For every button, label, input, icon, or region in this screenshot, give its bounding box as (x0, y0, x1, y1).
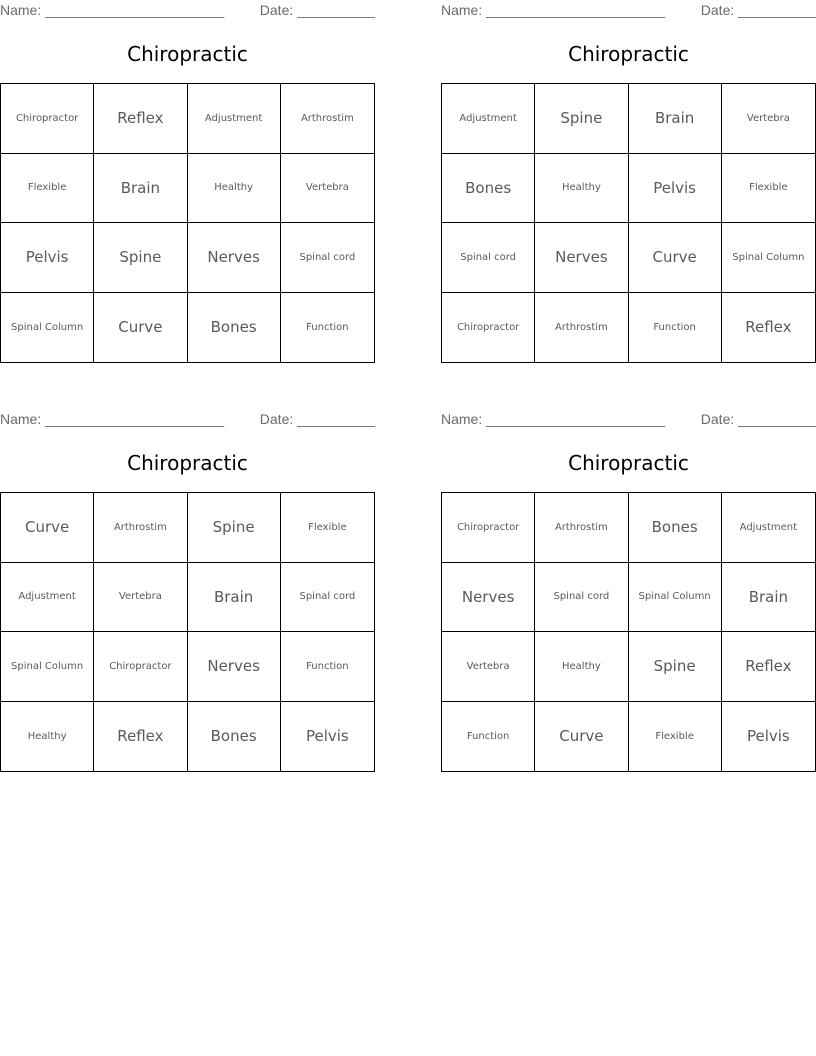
grid-cell: Flexible (722, 154, 815, 224)
grid-cell: Curve (1, 493, 94, 563)
card-title: Chiropractic (127, 451, 248, 475)
grid-cell: Spinal cord (442, 223, 535, 293)
grid-cell: Bones (188, 702, 281, 772)
date-field-label: Date: __________ (700, 2, 816, 18)
card-header (0, 409, 375, 431)
grid-cell: Vertebra (281, 154, 374, 224)
card-title: Chiropractic (568, 42, 689, 66)
grid-cell: Brain (722, 563, 815, 633)
grid-cell: Healthy (535, 154, 628, 224)
name-field-label: Name: _______________________ (441, 2, 666, 18)
grid-cell: Brain (188, 563, 281, 633)
name-field-label: Name: _______________________ (0, 411, 225, 427)
card-title: Chiropractic (568, 451, 689, 475)
bingo-card (441, 0, 816, 365)
grid-cell: Nerves (442, 563, 535, 633)
date-field-label: Date: __________ (259, 411, 375, 427)
grid-cell: Healthy (188, 154, 281, 224)
bingo-grid (441, 492, 816, 772)
bingo-card (441, 409, 816, 774)
grid-cell: Pelvis (305, 727, 349, 746)
grid-cell: Bones (188, 293, 281, 363)
grid-cell: Bones (629, 493, 722, 563)
grid-cell: Flexible (629, 702, 722, 772)
grid-cell: Chiropractor (1, 84, 94, 154)
grid-cell: Spine (188, 493, 281, 563)
card-header (441, 0, 816, 22)
bingo-grid (441, 83, 816, 363)
grid-cell: Brain (94, 154, 187, 224)
grid-cell: Function (442, 702, 535, 772)
grid-cell: Spinal Column (1, 632, 94, 702)
grid-cell: Healthy (1, 702, 94, 772)
grid-cell: Flexible (1, 154, 94, 224)
grid-cell: Adjustment (1, 563, 94, 633)
grid-cell: Spinal Column (629, 563, 722, 633)
grid-cell: Reflex (94, 84, 187, 154)
name-field-label: Name: _______________________ (0, 2, 225, 18)
date-field-label: Date: __________ (259, 2, 375, 18)
grid-cell: Reflex (722, 632, 815, 702)
grid-cell: Spine (629, 632, 722, 702)
bingo-grid (0, 492, 375, 772)
grid-cell: Brain (629, 84, 722, 154)
grid-cell: Arthrostim (535, 293, 628, 363)
grid-cell: Function (629, 293, 722, 363)
grid-cell: Adjustment (722, 493, 815, 563)
grid-cell: Reflex (94, 702, 187, 772)
grid-cell: Chiropractor (442, 293, 535, 363)
grid-cell: Spinal cord (281, 563, 374, 633)
grid-cell: Function (306, 321, 349, 333)
grid-cell: Vertebra (722, 84, 815, 154)
grid-cell: Spinal cord (535, 563, 628, 633)
grid-cell: Bones (442, 154, 535, 224)
grid-cell: Chiropractor (94, 632, 187, 702)
grid-cell: Spinal Column (722, 223, 815, 293)
grid-cell: Pelvis (1, 223, 94, 293)
grid-cell: Spinal cord (281, 223, 374, 293)
bingo-grid (0, 83, 375, 363)
name-field-label: Name: _______________________ (441, 411, 666, 427)
card-header (0, 0, 375, 22)
grid-cell: Chiropractor (442, 493, 535, 563)
grid-cell: Curve (94, 293, 187, 363)
bingo-card (0, 0, 375, 365)
grid-cell: Flexible (281, 493, 374, 563)
grid-cell: Pelvis (629, 154, 722, 224)
grid-cell: Adjustment (442, 84, 535, 154)
grid-cell: Reflex (745, 318, 792, 337)
grid-cell: Spine (94, 223, 187, 293)
grid-cell: Adjustment (188, 84, 281, 154)
grid-cell: Function (281, 632, 374, 702)
grid-cell: Nerves (535, 223, 628, 293)
grid-cell: Healthy (535, 632, 628, 702)
grid-cell: Nerves (188, 223, 281, 293)
grid-cell: Spinal Column (1, 293, 94, 363)
card-header (441, 409, 816, 431)
grid-cell: Curve (535, 702, 628, 772)
grid-cell: Curve (629, 223, 722, 293)
grid-cell: Vertebra (442, 632, 535, 702)
grid-cell: Pelvis (746, 727, 790, 746)
grid-cell: Nerves (188, 632, 281, 702)
card-title: Chiropractic (127, 42, 248, 66)
bingo-card (0, 409, 375, 774)
grid-cell: Arthrostim (535, 493, 628, 563)
grid-cell: Arthrostim (94, 493, 187, 563)
date-field-label: Date: __________ (700, 411, 816, 427)
grid-cell: Arthrostim (281, 84, 374, 154)
grid-cell: Spine (535, 84, 628, 154)
grid-cell: Vertebra (94, 563, 187, 633)
